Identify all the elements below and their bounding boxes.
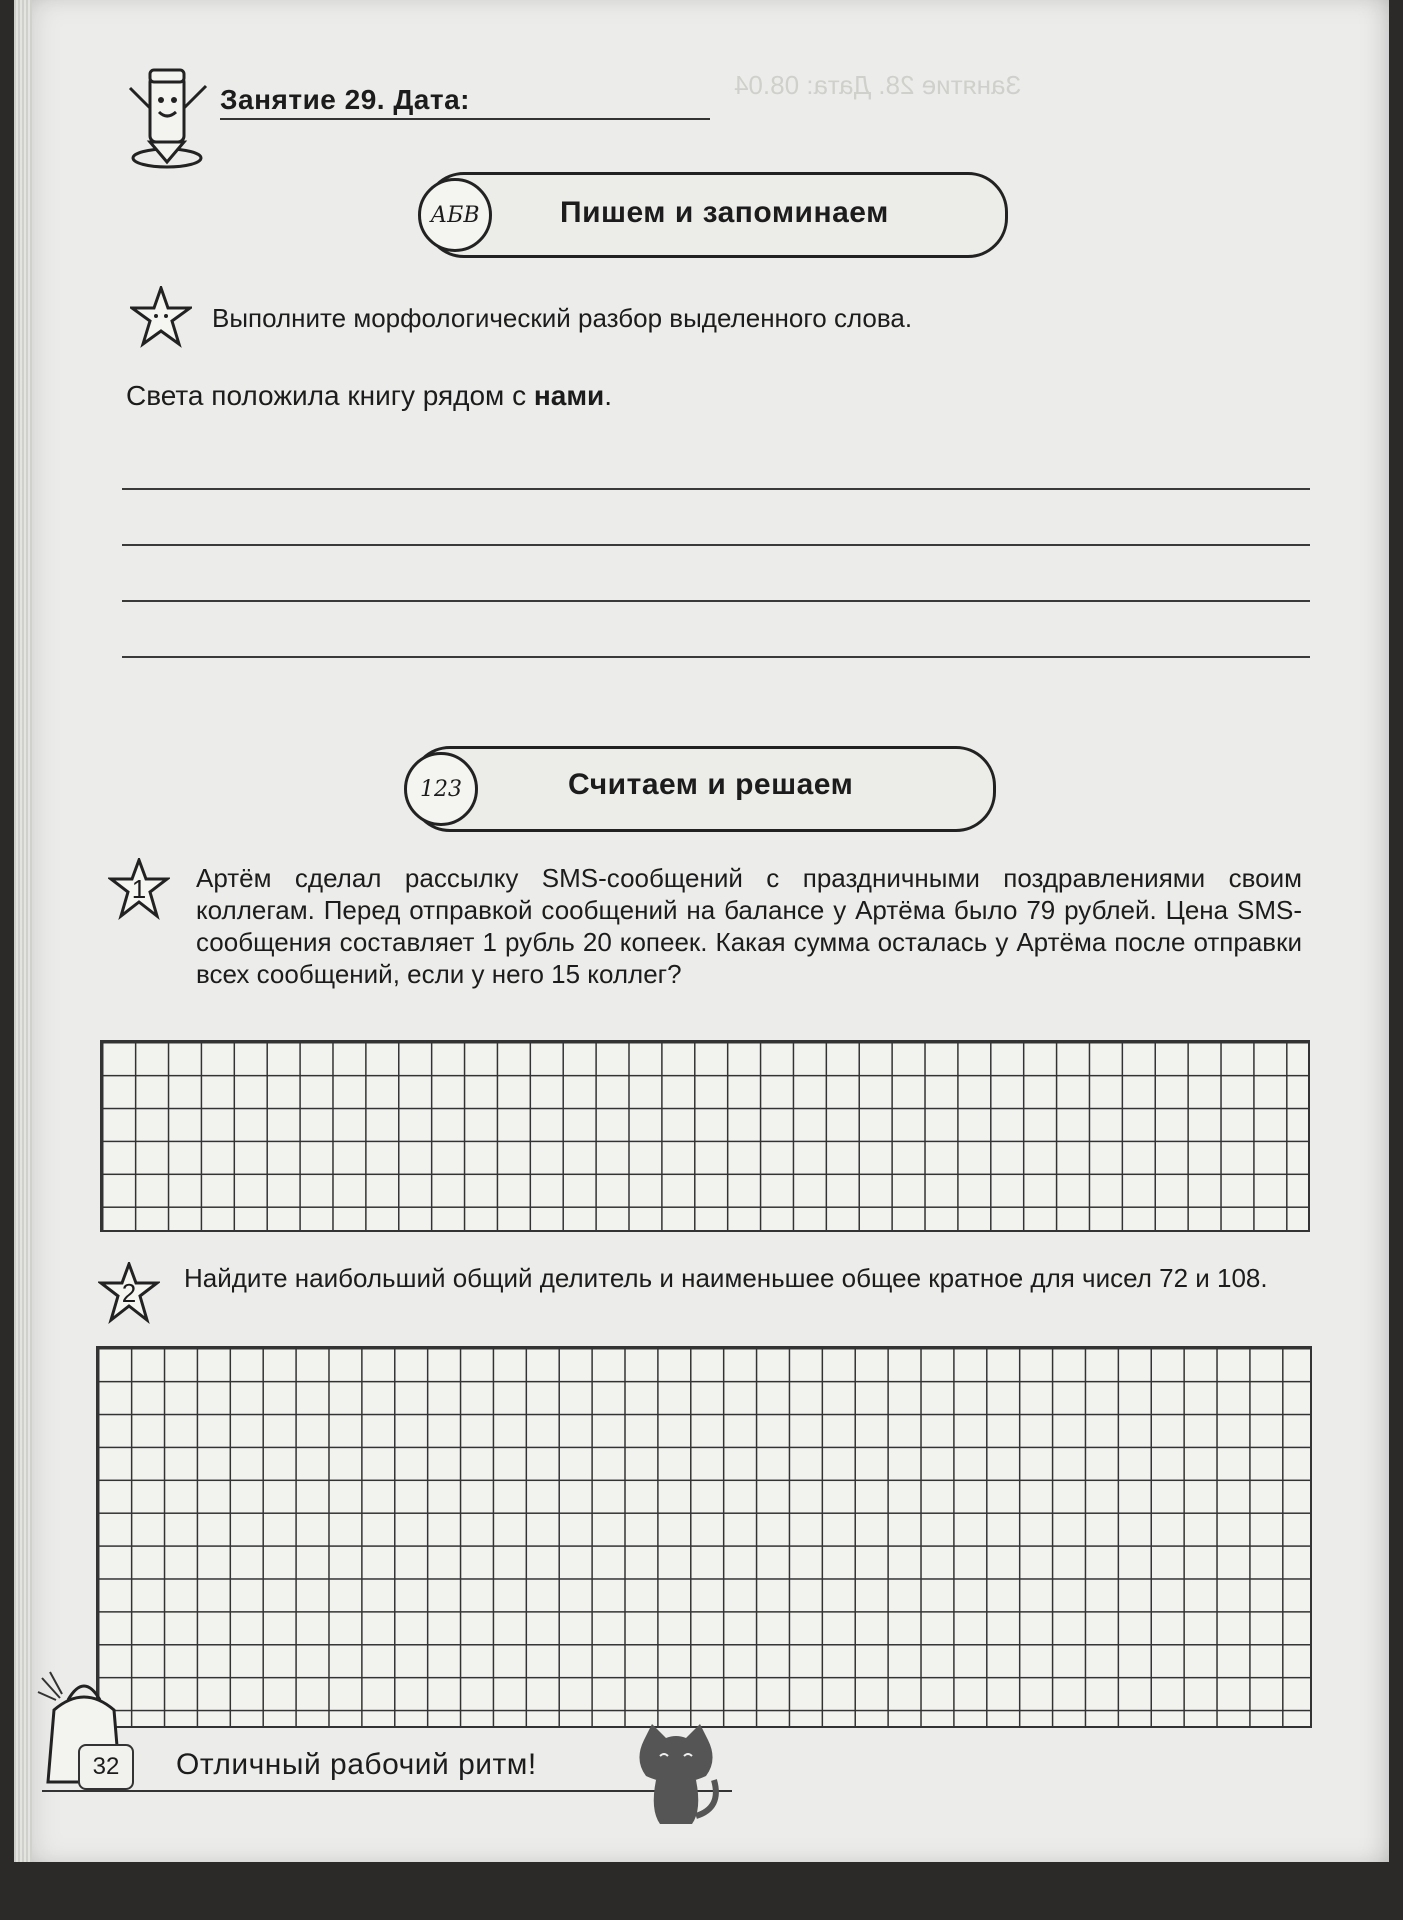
page-number: 32 <box>78 1744 134 1790</box>
task-2-number: 2 <box>121 1277 137 1308</box>
lesson-title: Занятие 29. Дата: <box>220 84 470 115</box>
pencil-mascot-icon <box>122 58 212 173</box>
task-1-number: 1 <box>131 873 147 904</box>
numbers-emblem-icon: 123 <box>404 752 478 826</box>
writing-line <box>122 600 1310 602</box>
sentence-to-parse <box>126 380 612 412</box>
star-task-icon <box>130 286 192 352</box>
workbook-page <box>14 0 1389 1862</box>
answer-grid-2[interactable] <box>96 1346 1312 1728</box>
answer-grid-1[interactable] <box>100 1040 1310 1232</box>
bleed-through-text: Занятие 28. Дата: 08.04 <box>734 70 1022 100</box>
writing-line <box>122 488 1310 490</box>
task-2-text: Найдите наибольший общий делитель и наименьшее общее кратное для чисел 72 и 108. <box>184 1263 1268 1293</box>
sentence-end: . <box>604 380 613 411</box>
section-title-write: Пишем и запоминаем <box>560 196 889 229</box>
task-1-badge <box>108 858 170 920</box>
cat-icon <box>626 1720 726 1830</box>
date-underline <box>220 118 710 120</box>
footer-motto: Отличный рабочий ритм! <box>176 1748 537 1781</box>
highlighted-word: нами <box>533 380 605 411</box>
sentence-start: Света положила книгу рядом с <box>126 380 534 411</box>
task-instruction: Выполните морфологический разбор выделенного слова. <box>212 303 913 333</box>
task-1-text: Артём сделал рассылку SMS-сообщений с праздничными поздравлениями своим коллегам. Перед отправкой сообщений на балансе у Артёма было 79 рублей. Цена SMS-сообщения составляет 1 рубль 20 копеек. Какая сумма осталась у Артёма после отправки всех сообщений, если у него 15 коллег? <box>196 863 1302 989</box>
writing-line <box>122 656 1310 658</box>
section-title-count: Считаем и решаем <box>568 768 854 801</box>
writing-line <box>122 544 1310 546</box>
task-2-badge <box>98 1262 160 1324</box>
abc-emblem-icon: АБВ <box>418 178 492 252</box>
